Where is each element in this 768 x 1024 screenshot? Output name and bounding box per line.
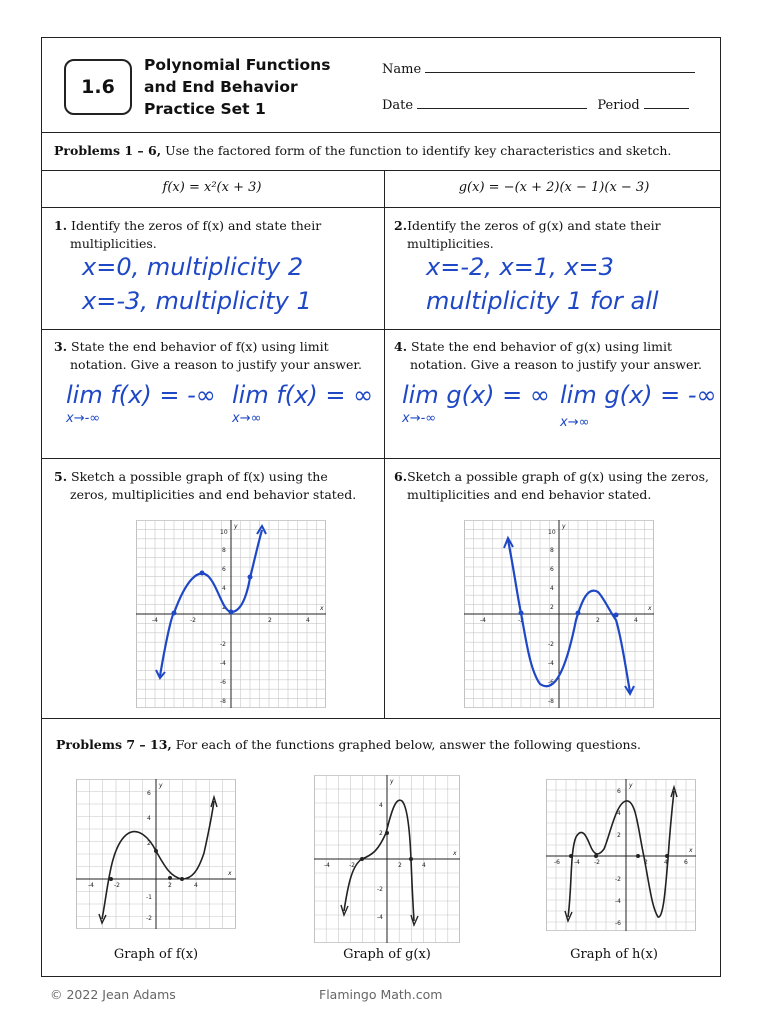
problem-5-text-2: zeros, multiplicities and end behavior stated. — [70, 487, 357, 502]
svg-text:2: 2 — [617, 832, 621, 839]
svg-text:-4: -4 — [324, 862, 330, 869]
svg-text:-1: -1 — [146, 894, 152, 901]
graph-h — [546, 779, 696, 931]
svg-text:-4: -4 — [615, 898, 621, 905]
problems-1-2-row — [42, 207, 720, 330]
svg-text:-2: -2 — [615, 876, 621, 883]
svg-text:-6: -6 — [554, 859, 560, 866]
period-blank[interactable] — [644, 96, 689, 109]
date-label: Date — [382, 98, 414, 113]
svg-text:4: 4 — [222, 585, 226, 592]
problem-4-number: 4. — [394, 339, 408, 354]
problem-5 — [54, 468, 356, 504]
svg-text:4: 4 — [194, 882, 198, 889]
problem-3-number: 3. — [54, 339, 68, 354]
svg-text:-2: -2 — [146, 915, 152, 922]
svg-text:x: x — [689, 847, 693, 854]
svg-text:-2: -2 — [114, 882, 120, 889]
footer-site[interactable]: Flamingo Math.com — [319, 987, 443, 1002]
problem-4-text-2: notation. Give a reason to justify your answer. — [410, 357, 702, 372]
svg-text:4: 4 — [422, 862, 426, 869]
title-line-1: Polynomial Functions — [144, 56, 331, 74]
date-blank[interactable] — [417, 96, 587, 109]
problem-3-text-1: State the end behavior of f(x) using limit — [71, 339, 329, 354]
problem-6-number: 6. — [394, 469, 408, 484]
svg-text:-8: -8 — [220, 698, 226, 705]
problem-2 — [394, 217, 661, 253]
column-divider — [384, 170, 385, 718]
svg-text:6: 6 — [222, 566, 226, 573]
h-graph-curve — [568, 791, 674, 917]
svg-text:4: 4 — [634, 617, 638, 624]
problem-5-number: 5. — [54, 469, 68, 484]
title-line-2: and End Behavior — [144, 78, 298, 96]
footer-copyright: © 2022 Jean Adams — [50, 987, 176, 1002]
svg-text:x: x — [453, 850, 457, 857]
section1-heading: Problems 1 – 6, — [54, 143, 162, 158]
svg-text:-2: -2 — [518, 617, 524, 624]
section1-instructions-row — [42, 132, 720, 171]
svg-text:2: 2 — [222, 604, 226, 611]
problem-3-answer-right-sub: x→∞ — [232, 411, 262, 426]
problem-2-answer-2: multiplicity 1 for all — [426, 287, 659, 315]
problem-6 — [394, 468, 709, 504]
problem-3-answer-left-sub: x→-∞ — [66, 411, 101, 426]
svg-text:4: 4 — [379, 802, 383, 809]
svg-text:-4: -4 — [548, 660, 554, 667]
problem-3-answer-right: lim f(x) = ∞ — [232, 381, 374, 409]
problem-1 — [54, 217, 321, 253]
svg-text:-4: -4 — [88, 882, 94, 889]
graph-g — [314, 775, 460, 943]
svg-text:-6: -6 — [548, 679, 554, 686]
problem-4 — [394, 338, 702, 374]
problem-1-answer-1: x=0, multiplicity 2 — [82, 253, 304, 281]
svg-text:6: 6 — [147, 790, 151, 797]
svg-text:8: 8 — [550, 547, 554, 554]
problem-3-answer-left: lim f(x) = -∞ — [66, 381, 216, 409]
function-definitions-row — [42, 170, 720, 208]
svg-text:2: 2 — [147, 840, 151, 847]
problem-5-text-1: Sketch a possible graph of f(x) using the — [71, 469, 328, 484]
problem-1-answer-2: x=-3, multiplicity 1 — [82, 287, 312, 315]
problem-6-text-2: multiplicities and end behavior stated. — [407, 487, 652, 502]
graph-h-caption: Graph of h(x) — [570, 947, 658, 962]
svg-text:y: y — [159, 782, 163, 789]
problem-3-text-2: notation. Give a reason to justify your answer. — [70, 357, 362, 372]
svg-text:2: 2 — [398, 862, 402, 869]
y-axis-label: y — [234, 523, 238, 530]
x-axis-label: x — [320, 605, 324, 612]
g-curve — [508, 540, 630, 692]
svg-text:y: y — [562, 523, 566, 530]
title-line-3: Practice Set 1 — [144, 100, 266, 118]
svg-text:-4: -4 — [377, 914, 383, 921]
svg-text:-4: -4 — [574, 859, 580, 866]
svg-text:6: 6 — [550, 566, 554, 573]
problem-1-text-2: multiplicities. — [70, 236, 157, 251]
date-field[interactable] — [382, 96, 689, 113]
section1-instructions — [54, 143, 671, 158]
svg-text:6: 6 — [684, 859, 688, 866]
section2-heading: Problems 7 – 13, — [56, 737, 172, 752]
problem-2-text-1: Identify the zeros of g(x) and state their — [407, 218, 661, 233]
graph-f — [76, 779, 236, 929]
curve-arrows — [156, 526, 266, 678]
g-graph-curve — [344, 800, 414, 921]
name-field[interactable] — [382, 60, 695, 77]
name-blank[interactable] — [425, 60, 695, 73]
problem-3 — [54, 338, 362, 374]
g-definition: g(x) = −(x + 2)(x − 1)(x − 3) — [458, 180, 650, 195]
problem-2-answer-1: x=-2, x=1, x=3 — [426, 253, 614, 281]
svg-text:6: 6 — [617, 788, 621, 795]
name-label: Name — [382, 62, 422, 77]
f-graph-curve — [102, 801, 214, 919]
svg-text:2: 2 — [168, 882, 172, 889]
sketch-g-graph — [464, 520, 654, 708]
problem-4-answer-right-sub: x→∞ — [560, 415, 590, 430]
svg-text:-4: -4 — [152, 617, 158, 624]
svg-text:-4: -4 — [220, 660, 226, 667]
worksheet-title — [144, 54, 330, 120]
svg-text:-6: -6 — [615, 920, 621, 927]
svg-text:2: 2 — [268, 617, 272, 624]
svg-text:-4: -4 — [480, 617, 486, 624]
problems-3-4-row — [42, 329, 720, 459]
f-curve — [160, 530, 262, 676]
svg-text:y: y — [629, 782, 633, 789]
problem-2-text-2: multiplicities. — [407, 236, 494, 251]
svg-text:-2: -2 — [190, 617, 196, 624]
graph-f-caption: Graph of f(x) — [113, 947, 199, 962]
period-label: Period — [597, 98, 640, 113]
problem-4-answer-left-sub: x→-∞ — [402, 411, 437, 426]
svg-text:-2: -2 — [594, 859, 600, 866]
problems-5-6-row — [42, 458, 720, 719]
svg-text:-8: -8 — [548, 698, 554, 705]
svg-text:-2: -2 — [377, 886, 383, 893]
svg-text:4: 4 — [306, 617, 310, 624]
svg-text:4: 4 — [664, 859, 668, 866]
worksheet — [41, 37, 721, 977]
svg-text:4: 4 — [617, 810, 621, 817]
section2-text: For each of the functions graphed below, answer the following questions. — [175, 737, 641, 752]
svg-text:10: 10 — [220, 529, 228, 536]
svg-text:x: x — [228, 870, 232, 877]
section1-text: Use the factored form of the function to identify key characteristics and sketch. — [165, 143, 672, 158]
lesson-badge: 1.6 — [64, 59, 132, 115]
worksheet-header — [42, 38, 720, 133]
problem-2-number: 2. — [394, 218, 408, 233]
svg-text:x: x — [648, 605, 652, 612]
graph-g-caption: Graph of g(x) — [343, 947, 431, 962]
problem-1-number: 1. — [54, 218, 68, 233]
problem-1-text-1: Identify the zeros of f(x) and state their — [71, 218, 322, 233]
problem-4-answer-left: lim g(x) = ∞ — [402, 381, 550, 409]
svg-text:-2: -2 — [220, 641, 226, 648]
svg-text:2: 2 — [550, 604, 554, 611]
svg-text:4: 4 — [550, 585, 554, 592]
sketch-f-graph — [136, 520, 326, 708]
svg-text:2: 2 — [644, 859, 648, 866]
svg-text:-6: -6 — [220, 679, 226, 686]
svg-text:2: 2 — [596, 617, 600, 624]
f-definition: f(x) = x²(x + 3) — [162, 180, 262, 195]
svg-text:2: 2 — [379, 830, 383, 837]
svg-text:8: 8 — [222, 547, 226, 554]
svg-text:y: y — [390, 778, 394, 785]
section2-instructions — [56, 737, 641, 752]
problem-4-text-1: State the end behavior of g(x) using limit — [411, 339, 673, 354]
svg-text:4: 4 — [147, 815, 151, 822]
svg-text:10: 10 — [548, 529, 556, 536]
svg-text:-2: -2 — [349, 862, 355, 869]
problem-4-answer-right: lim g(x) = -∞ — [560, 381, 717, 409]
problem-6-text-1: Sketch a possible graph of g(x) using the zeros, — [407, 469, 709, 484]
svg-text:-2: -2 — [548, 641, 554, 648]
